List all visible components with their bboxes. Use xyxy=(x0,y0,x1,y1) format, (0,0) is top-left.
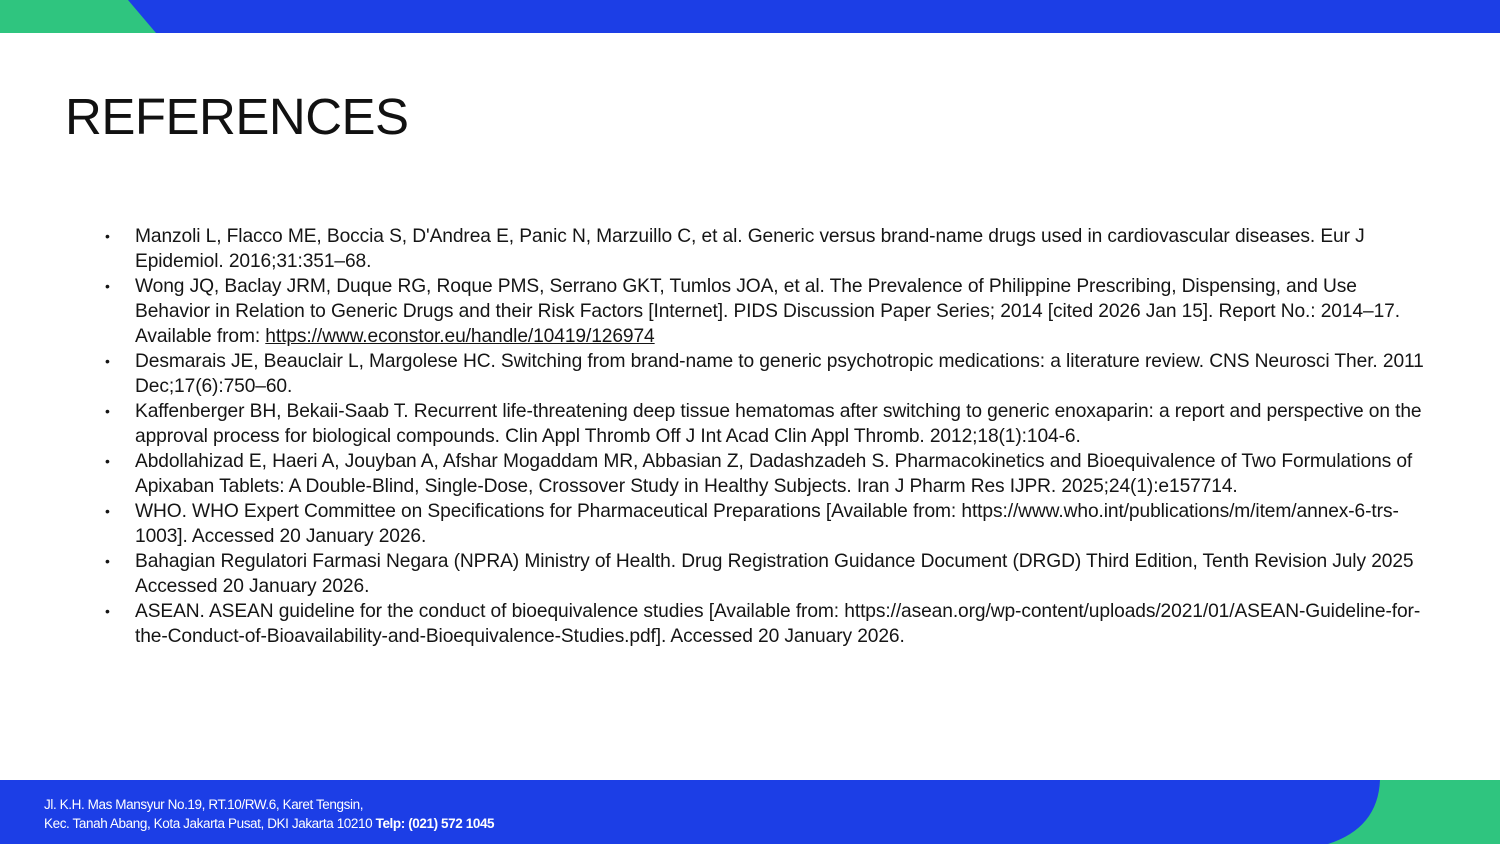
bullet-icon: • xyxy=(105,278,110,294)
bullet-icon: • xyxy=(105,503,110,519)
reference-text: Desmarais JE, Beauclair L, Margolese HC. Switching from brand-name to generic psychotropic medications: a literature review. CNS Neurosci Ther. 2011 Dec;17(6):750–60. xyxy=(135,351,1424,397)
footer-address-line2-text: Kec. Tanah Abang, Kota Jakarta Pusat, DKI Jakarta 10210 xyxy=(44,816,373,831)
reference-link[interactable]: https://www.econstor.eu/handle/10419/126974 xyxy=(265,326,655,347)
footer-phone: Telp: (021) 572 1045 xyxy=(375,816,495,831)
top-banner-graphic xyxy=(0,0,1500,33)
reference-item xyxy=(105,274,1425,349)
reference-item xyxy=(105,599,1425,649)
reference-item xyxy=(105,399,1425,449)
footer-address-line1: Jl. K.H. Mas Mansyur No.19, RT.10/RW.6, Karet Tengsin, xyxy=(44,797,364,812)
reference-text: Kaffenberger BH, Bekaii-Saab T. Recurrent life-threatening deep tissue hematomas after switching to generic enoxaparin: a report and perspective on the approval process for biological compounds. Clin Appl Thromb Off J Int Acad Clin Appl Thromb. 2012;18(1):104-6. xyxy=(135,401,1422,447)
reference-text: Abdollahizad E, Haeri A, Jouyban A, Afshar Mogaddam MR, Abbasian Z, Dadashzadeh S. Pharmacokinetics and Bioequivalence of Two Formulations of Apixaban Tablets: A Double-Blind, Single-Dose, Crossover Study in Healthy Subjects. Iran J Pharm Res IJPR. 2025;24(1):e157714. xyxy=(135,451,1413,497)
top-banner xyxy=(0,0,1500,33)
bullet-icon: • xyxy=(105,403,110,419)
reference-item xyxy=(105,549,1425,599)
bullet-icon: • xyxy=(105,353,110,369)
reference-text: WHO. WHO Expert Committee on Specifications for Pharmaceutical Preparations [Available from: https://www.who.int/publications/m/item/annex-6-trs-1003]. Accessed 20 January 2026. xyxy=(135,501,1399,547)
footer-address-line2 xyxy=(44,814,494,833)
reference-text: ASEAN. ASEAN guideline for the conduct of bioequivalence studies [Available from: https://asean.org/wp-content/uploads/2021/01/ASEAN-Guideline-for-the-Conduct-of-Bioavailability-and-Bioequivalence-Studies.pdf]. Accessed 20 January 2026. xyxy=(135,601,1421,647)
reference-list xyxy=(105,224,1425,649)
bullet-icon: • xyxy=(105,453,110,469)
reference-item xyxy=(105,349,1425,399)
page-title: REFERENCES xyxy=(65,88,409,145)
reference-item xyxy=(105,449,1425,499)
reference-item xyxy=(105,499,1425,549)
bullet-icon: • xyxy=(105,553,110,569)
bullet-icon: • xyxy=(105,603,110,619)
reference-item xyxy=(105,224,1425,274)
footer-contact xyxy=(44,795,494,833)
bullet-icon: • xyxy=(105,228,110,244)
reference-text: Manzoli L, Flacco ME, Boccia S, D'Andrea E, Panic N, Marzuillo C, et al. Generic versus brand-name drugs used in cardiovascular diseases. Eur J Epidemiol. 2016;31:351–68. xyxy=(135,226,1365,272)
reference-text: Bahagian Regulatori Farmasi Negara (NPRA) Ministry of Health. Drug Registration Guidance Document (DRGD) Third Edition, Tenth Revision July 2025 Accessed 20 January 2026. xyxy=(135,551,1414,597)
reference-text: Wong JQ, Baclay JRM, Duque RG, Roque PMS, Serrano GKT, Tumlos JOA, et al. The Prevalence of Philippine Prescribing, Dispensing, and Use Behavior in Relation to Generic Drugs and their Risk Factors [Internet]. PIDS Discussion Paper Series; 2014 [cited 2026 Jan 15]. Report No.: 2014–17. Available from: xyxy=(135,276,1400,347)
